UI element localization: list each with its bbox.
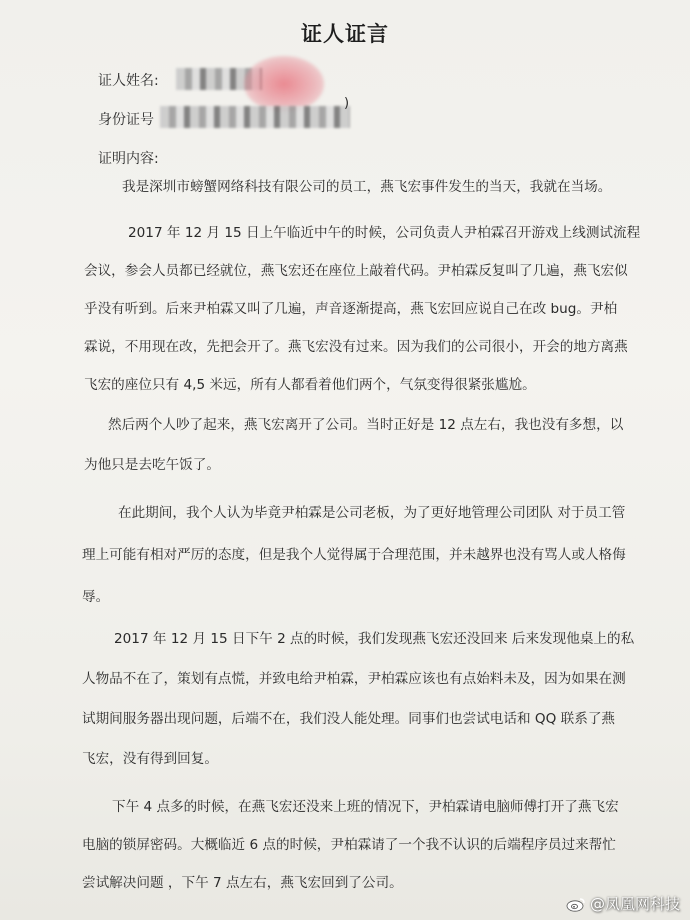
witness-name-label: 证人姓名: [98,73,159,89]
paragraph-5 [82,624,634,774]
paragraph-line: 会议，参会人员都已经就位，燕飞宏还在座位上敲着代码。尹柏霖反复叫了几遍，燕飞宏似 [84,263,628,279]
paragraph-line: 飞宏的座位只有 4,5 米远，所有人都看着他们两个，气氛变得很紧张尴尬。 [84,377,536,393]
content-label: 证明内容: [98,151,159,167]
paragraph-line: 霖说，不用现在改，先把会开了。燕飞宏没有过来。因为我们的公司很小，开会的地方离燕 [84,339,628,355]
paragraph-line: 2017 年 12 月 15 日下午 2 点的时候，我们发现燕飞宏还没回来 后来发现他桌上的私 [114,631,635,647]
paragraph-line: 尝试解决问题 ，下午 7 点左右，燕飞宏回到了公司。 [82,875,403,891]
paragraph-line: 飞宏，没有得到回复。 [82,751,218,767]
paragraph-line: 下午 4 点多的时候，在燕飞宏还没来上班的情况下，尹柏霖请电脑师傅打开了燕飞宏 [112,799,619,815]
paragraph-line: 我是深圳市螃蟹网络科技有限公司的员工，燕飞宏事件发生的当天，我就在当场。 [122,179,612,195]
paragraph-line: 在此期间，我个人认为毕竟尹柏霖是公司老板，为了更好地管理公司团队 对于员工管 [118,505,626,521]
paragraph-line: 2017 年 12 月 15 日上午临近中午的时候，公司负责人尹柏霖召开游戏上线测试流程 [128,225,641,241]
paragraph-line: 电脑的锁屏密码。大概临近 6 点的时候，尹柏霖请了一个我不认识的后端程序员过来帮忙 [82,837,616,853]
paragraph-1 [122,172,611,202]
paragraph-2 [84,218,640,400]
paragraph-line: 理上可能有相对严厉的态度，但是我个人觉得属于合理范围，并未越界也没有骂人或人格侮 [82,547,626,563]
id-number-suffix: ) [344,96,350,111]
redacted-id-number [160,106,350,128]
document-title: 证人证言 [301,22,389,46]
paragraph-6 [82,792,619,898]
paragraph-line: 然后两个人吵了起来，燕飞宏离开了公司。当时正好是 12 点左右，我也没有多想，以 [108,417,624,433]
watermark-text: @凤凰网科技 [589,895,680,913]
paragraph-line: 试期间服务器出现问题，后端不在，我们没人能处理。同事们也尝试电话和 QQ 联系了燕 [82,711,616,727]
paragraph-line: 为他只是去吃午饭了。 [84,457,220,473]
red-seal-stamp [244,56,324,112]
paragraph-3 [84,410,623,480]
watermark [566,893,680,914]
weibo-icon [566,896,586,912]
paragraph-line: 乎没有听到。后来尹柏霖又叫了几遍，声音逐渐提高，燕飞宏回应说自己在改 bug。尹柏 [84,301,618,317]
paragraph-line: 辱。 [82,589,110,605]
paragraph-4 [82,498,626,612]
id-number-label: 身份证号 [98,112,154,128]
paragraph-line: 人物品不在了，策划有点慌，并致电给尹柏霖，尹柏霖应该也有点始料未及，因为如果在测 [82,671,626,687]
